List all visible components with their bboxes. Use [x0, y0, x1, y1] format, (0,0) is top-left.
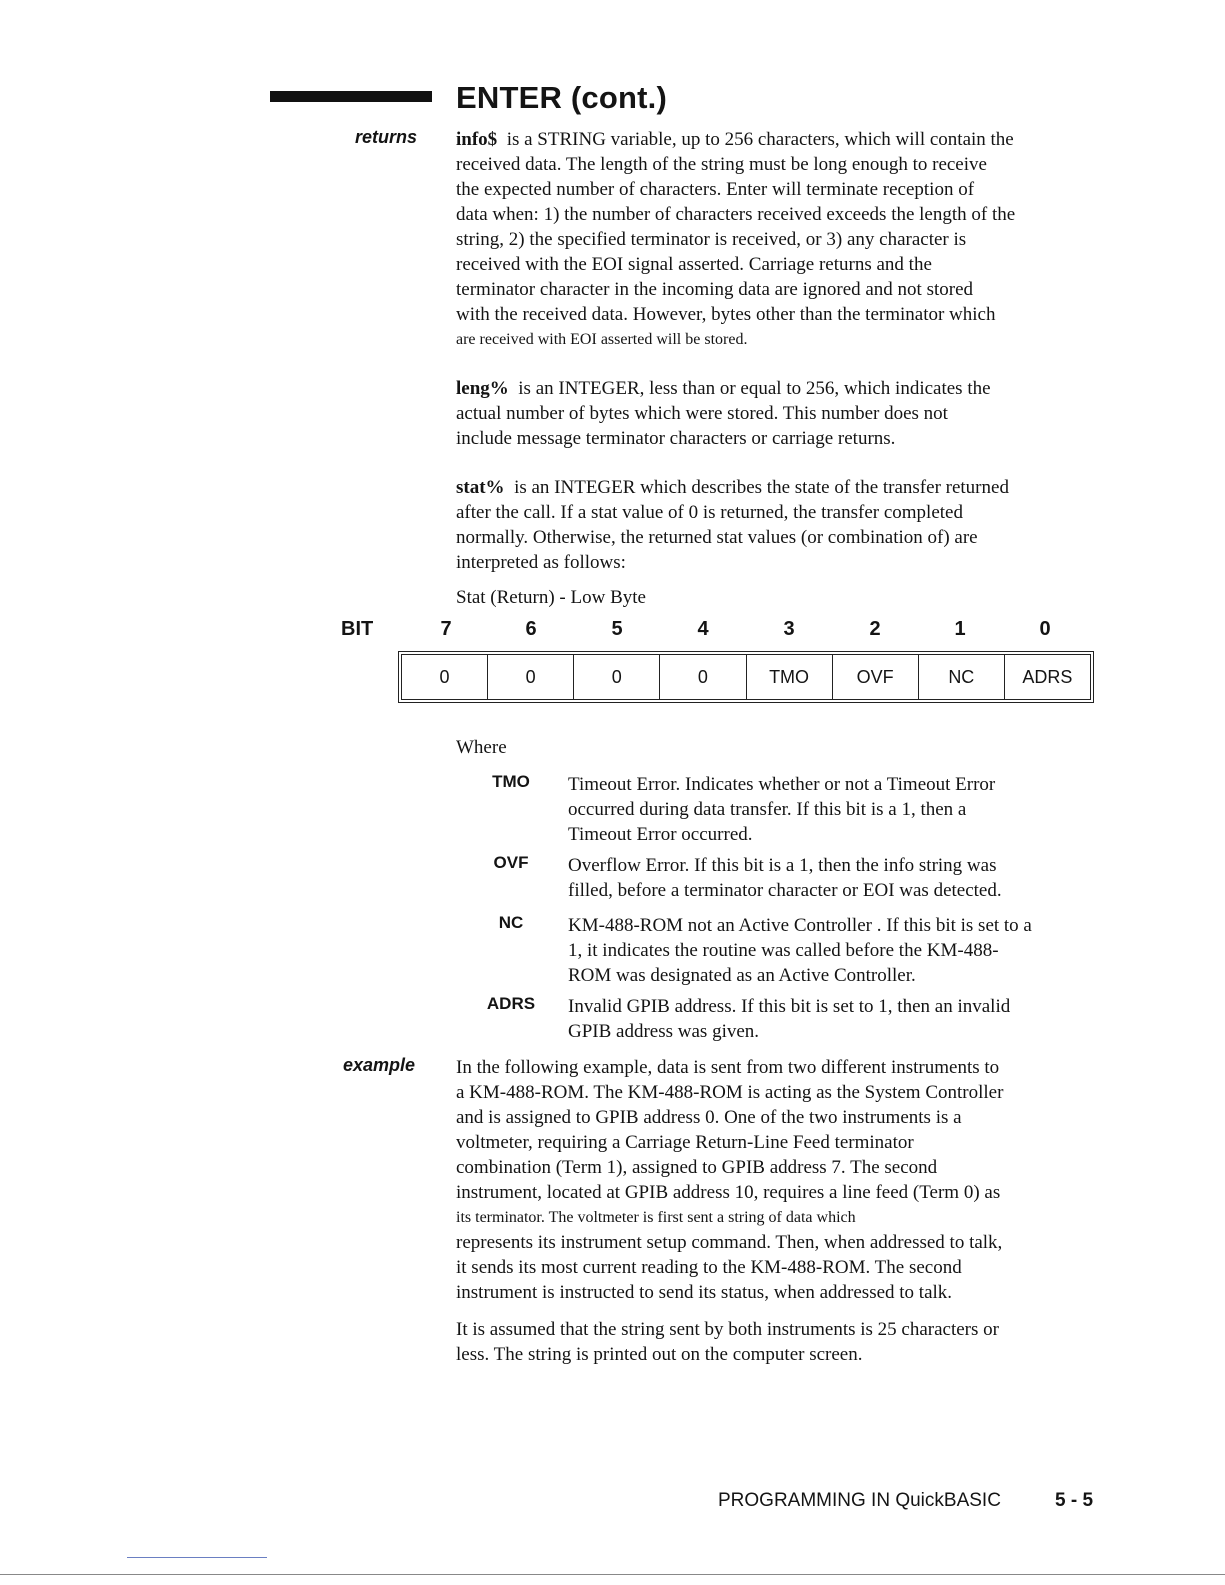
- bit-number-5: 5: [611, 618, 623, 640]
- info-line-9: are received with EOI asserted will be stored.: [456, 331, 748, 348]
- example-line: voltmeter, requiring a Carriage Return-Line Feed terminator: [456, 1132, 914, 1153]
- info-line-7: terminator character in the incoming data are ignored and not stored: [456, 279, 974, 300]
- info-line-4: data when: 1) the number of characters received exceeds the length of the: [456, 204, 1016, 225]
- bit-cell-5: 0: [573, 655, 659, 699]
- info-line-8: with the received data. However, bytes other than the terminator which: [456, 304, 996, 325]
- leng-paragraph: [456, 376, 1106, 451]
- stat-var: stat%: [456, 477, 505, 498]
- bottom-link-rule: [127, 1557, 267, 1558]
- def-text-tmo: [568, 772, 1098, 847]
- bit-cell-7: 0: [439, 666, 450, 687]
- def-abbr-adrs: ADRS: [486, 994, 536, 1013]
- def-text-nc: [568, 913, 1098, 988]
- info-line-text: is a STRING variable, up to 256 characters, which will contain the: [506, 129, 1014, 150]
- bit-number-4: 4: [697, 618, 709, 640]
- info-line-5: string, 2) the specified terminator is received, or 3) any character is: [456, 229, 967, 250]
- stat-paragraph: [456, 475, 1106, 575]
- example-line: it sends its most current reading to the KM-488-ROM. The second: [456, 1257, 962, 1278]
- def-line: Overflow Error. If this bit is a 1, then the info string was: [568, 855, 997, 876]
- def-abbr-nc: NC: [498, 913, 524, 932]
- def-line: Timeout Error. Indicates whether or not a Timeout Error: [568, 774, 996, 795]
- example-label: example: [343, 1055, 416, 1075]
- bottom-rule: [0, 1574, 1225, 1575]
- info-paragraph: [456, 127, 1106, 352]
- info-line-1: [456, 127, 1106, 152]
- example-line: instrument is instructed to send its status, when addressed to talk.: [456, 1282, 953, 1303]
- leng-line-text: is an INTEGER, less than or equal to 256, which indicates the: [518, 378, 991, 399]
- leng-var: leng%: [456, 378, 509, 399]
- stat-caption: Stat (Return) - Low Byte: [456, 587, 646, 608]
- bit-cell-2: OVF: [832, 655, 918, 699]
- returns-label: returns: [355, 127, 418, 147]
- bit-cell-4: 0: [659, 655, 745, 699]
- bit-number-3: 3: [783, 618, 795, 640]
- info-line-3: the expected number of characters. Enter will terminate reception of: [456, 179, 975, 200]
- bit-cell-0: ADRS: [1004, 655, 1090, 699]
- example-paragraph: [456, 1055, 1106, 1305]
- example-line: represents its instrument setup command. Then, when addressed to talk,: [456, 1232, 1003, 1253]
- where-label: Where: [456, 737, 507, 758]
- bit-cell-6: 0: [487, 655, 573, 699]
- leng-line-3: include message terminator characters or carriage returns.: [456, 428, 896, 449]
- def-line: ROM was designated as an Active Controller.: [568, 965, 916, 986]
- example-line: and is assigned to GPIB address 0. One of the two instruments is a: [456, 1107, 962, 1128]
- bit-number-6: 6: [525, 618, 537, 640]
- def-line: Timeout Error occurred.: [568, 824, 753, 845]
- def-line: filled, before a terminator character or EOI was detected.: [568, 880, 1002, 901]
- leng-line-2: actual number of bytes which were stored. This number does not: [456, 403, 948, 424]
- def-line: KM-488-ROM not an Active Controller . If this bit is set to a: [568, 915, 1032, 936]
- def-abbr-tmo: TMO: [492, 772, 530, 791]
- example-line: combination (Term 1), assigned to GPIB address 7. The second: [456, 1157, 938, 1178]
- bit-cell-3: TMO: [746, 655, 832, 699]
- example-line: its terminator. The voltmeter is first sent a string of data which: [456, 1209, 856, 1226]
- bit-number-0: 0: [1039, 618, 1051, 640]
- leng-line-1: [456, 376, 1106, 401]
- example-line: In the following example, data is sent from two different instruments to: [456, 1057, 1000, 1078]
- info-line-2: received data. The length of the string must be long enough to receive: [456, 154, 987, 175]
- def-text-ovf: [568, 853, 1098, 903]
- stat-line-text: is an INTEGER which describes the state of the transfer returned: [514, 477, 1009, 498]
- bit-label: BIT: [341, 618, 374, 640]
- def-line: Invalid GPIB address. If this bit is set to 1, then an invalid: [568, 996, 1011, 1017]
- bit-table: [398, 651, 1094, 703]
- def-line: occurred during data transfer. If this bit is a 1, then a: [568, 799, 967, 820]
- note-line: less. The string is printed out on the computer screen.: [456, 1344, 863, 1365]
- header-rule: [270, 91, 432, 102]
- bit-number-2: 2: [869, 618, 881, 640]
- bit-number-7: 7: [440, 618, 452, 640]
- footer-section: PROGRAMMING IN QuickBASIC: [718, 1490, 1001, 1511]
- example-line: a KM-488-ROM. The KM-488-ROM is acting as the System Controller: [456, 1082, 1004, 1103]
- stat-line-1: [456, 475, 1106, 500]
- def-text-adrs: [568, 994, 1098, 1044]
- example-line: instrument, located at GPIB address 10, requires a line feed (Term 0) as: [456, 1182, 1001, 1203]
- bit-number-1: 1: [954, 618, 966, 640]
- note-paragraph: [456, 1317, 1106, 1367]
- stat-line-2: after the call. If a stat value of 0 is returned, the transfer completed: [456, 502, 963, 523]
- def-line: GPIB address was given.: [568, 1021, 760, 1042]
- stat-line-3: normally. Otherwise, the returned stat values (or combination of) are: [456, 527, 978, 548]
- bit-cell-1: NC: [918, 655, 1004, 699]
- def-abbr-ovf: OVF: [493, 853, 529, 872]
- info-line-6: received with the EOI signal asserted. Carriage returns and the: [456, 254, 932, 275]
- page-title: ENTER (cont.): [456, 80, 667, 115]
- def-line: 1, it indicates the routine was called before the KM-488-: [568, 940, 999, 961]
- note-line: It is assumed that the string sent by both instruments is 25 characters or: [456, 1319, 999, 1340]
- stat-line-4: interpreted as follows:: [456, 552, 626, 573]
- info-var: info$: [456, 129, 498, 150]
- footer-page-number: 5 - 5: [1055, 1490, 1094, 1511]
